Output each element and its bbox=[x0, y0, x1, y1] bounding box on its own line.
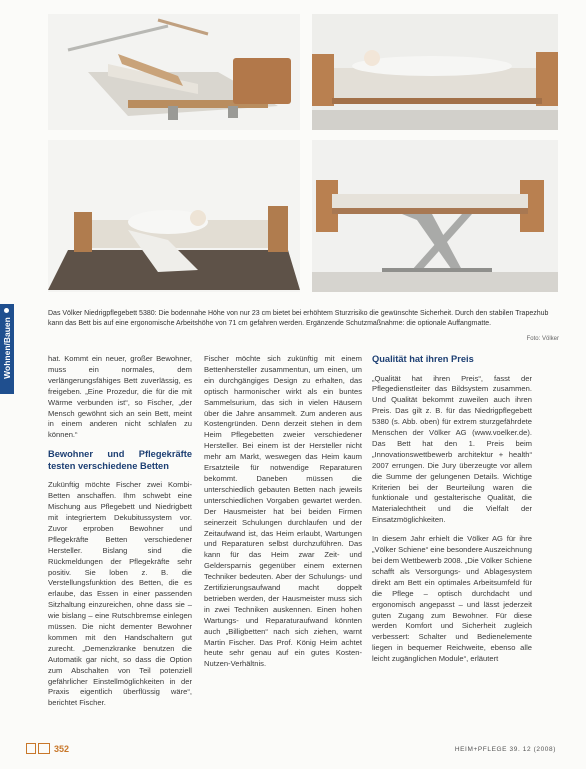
journal-citation: HEIM+PFLEGE 39. 12 (2008) bbox=[454, 746, 556, 753]
photo-caption: Das Völker Niedrigpflegebett 5380: Die bodennahe Höhe von nur 23 cm bietet bei erhöhtem Sturzrisiko die gewünschte Sicherheit. Durch den stabilen Trapezhub kann das Bett bis auf eine ergonomische Arbeitshöhe von 71 cm gefahren werden. Ergänzende Schutzmaßnahme: die optionale Auffangmatte. bbox=[48, 310, 549, 328]
photo-person-on-bed bbox=[312, 14, 558, 130]
column-3 bbox=[372, 354, 532, 665]
column-2 bbox=[204, 354, 362, 670]
section-tab bbox=[0, 304, 14, 394]
paragraph: Fischer möchte sich zukünftig mit einem Bettenhersteller zusammentun, um einen, um ein durchgängiges Design zu erhalten, das optisch harmonischer wirkt als ein buntes Sammelsurium, das sich in vielen Häusern über die Jahre ansammelt. Zum anderen aus Kostengründen. Denn derzeit stehen in dem Heim Pflegebetten zweier verschiedener Hersteller. Bei einem ist der Hersteller nicht mehr am Markt, weswegen das Heim kaum Ersatzteile für notwendige Reparaturen bekommt. Daneben müssen die unterschiedlich gebauten Betten nach jeweils unterschiedlichen Vorgaben gewartet werden. Der Hausmeister hat bei beiden Firmen seinerzeit Schulungen durchlaufen und der Zeitaufwand ist, das Heim erlaubt, Wartungen und Reparaturen selbst durchzuführen. Das kann für das Heim zwar Zeit- und Geldersparnis gegenüber einem externen Techniker bedeuten. Aber der Schulungs- und Zertifizierungsaufwand macht doppelt betrieben werden, der Hausmeister muss sich in zwei Techniken auskennen. Einen hohen Wartungs- und Reparaturaufwand könnten auch „Billigbetten“ nach sich ziehen, warnt Martin Fischer. Das Prof. König Heim achtet heute sehr genau auf ein gutes Kosten-Nutzen-Verhältnis. bbox=[204, 354, 362, 669]
page-number: 352 bbox=[54, 744, 70, 754]
column-1 bbox=[48, 354, 192, 709]
photo-fall-mat bbox=[48, 140, 300, 292]
section-heading: Bewohner und Pflegekräfte testen verschiedene Betten bbox=[48, 449, 192, 471]
paragraph: Zukünftig möchte Fischer zwei Kombi-Betten anschaffen. Ihm schwebt eine Mischung aus Pflegebett und Niedrigbett mit integriertem Dekubitussystem vor. Zuvor erproben Bewohner und Pflegekräfte Betten verschiedener Hersteller. Bislang sind die Rückmeldungen der Pflegekräfte sehr positiv. Sie loben z. B. die Verstellungsfunktion des Betten, die es erlaube, das Essen in einer passenden Sitzhaltung einzureichen, ohne dass sie – wie bislang – eine Rutschbremse einlegen müssen. Die nicht dementer Bewohner kommen mit den Handschaltern gut zurecht. „Demenzkranke benutzen die Automatik gar nicht, so dass die Option zum Abschalten von Teil potenziell gefährlicher Einstellmöglichkeiten in der Praxis eigentlich überflüssig wäre“, berichtet Fischer. bbox=[48, 480, 192, 708]
photo-bed-raised bbox=[48, 14, 300, 130]
paragraph: hat. Kommt ein neuer, großer Bewohner, muss ein normales, dem verlängerungsfähiges Bett zuverlässig, es freigeben. „Eine Prozedur, die für die mit Wärme verbunden ist“, so Fischer, „der Mensch gewöhnt sich an sein Bett, meint in einem anderen nicht schlafen zu können.“ bbox=[48, 354, 192, 440]
section-heading: Qualität hat ihren Preis bbox=[372, 354, 474, 364]
journal-logo-icon bbox=[26, 743, 52, 754]
photo-bed-high bbox=[312, 140, 558, 292]
paragraph: In diesem Jahr erhielt die Völker AG für ihre „Völker Schiene“ eine besondere Auszeichnung bei dem Wettbewerb 2008. „Die Völker Schiene schafft als Versorgungs- und Ablagesystem direkt am Bett ein optimales Arbeitsumfeld für die Pflege – optisch durchdacht und ergonomisch angepasst – und lässt jederzeit guten Zugang zum Bewohner. Für diese werden Komfort und Sicherheit zugleich verbessert: Schalter und Bedienelemente liegen in bequemer Reichweite, ebenso alle leicht zugänglichen Module“, erläutert bbox=[372, 534, 532, 664]
photo-credit: Foto: Völker bbox=[526, 336, 559, 342]
section-tab-label: Wohnen/Bauen bbox=[2, 317, 12, 379]
paragraph: „Qualität hat ihren Preis“, fasst der Pflegedienstleiter das Bildsystem zusammen. Und Qualität bekommt zuweilen auch ihren Preis. Das gilt z. B. für das Niedrigpflegebett 5380 (s. Abb. oben) für extrem sturzgefährdete Menschen der Völker AG (www.voelker.de). Das Bett hat den 1. Preis beim „Innovationswettbewerb architektur + health“ 2007 errungen. Die Jury überzeugte vor allem die Summe der gelungenen Details. Wichtige Kriterien bei der Beurteilung waren die funktionale und gestalterische Qualität, die Materialechtheit und die Vielfalt der Einsatzmöglichkeiten. bbox=[372, 373, 532, 525]
